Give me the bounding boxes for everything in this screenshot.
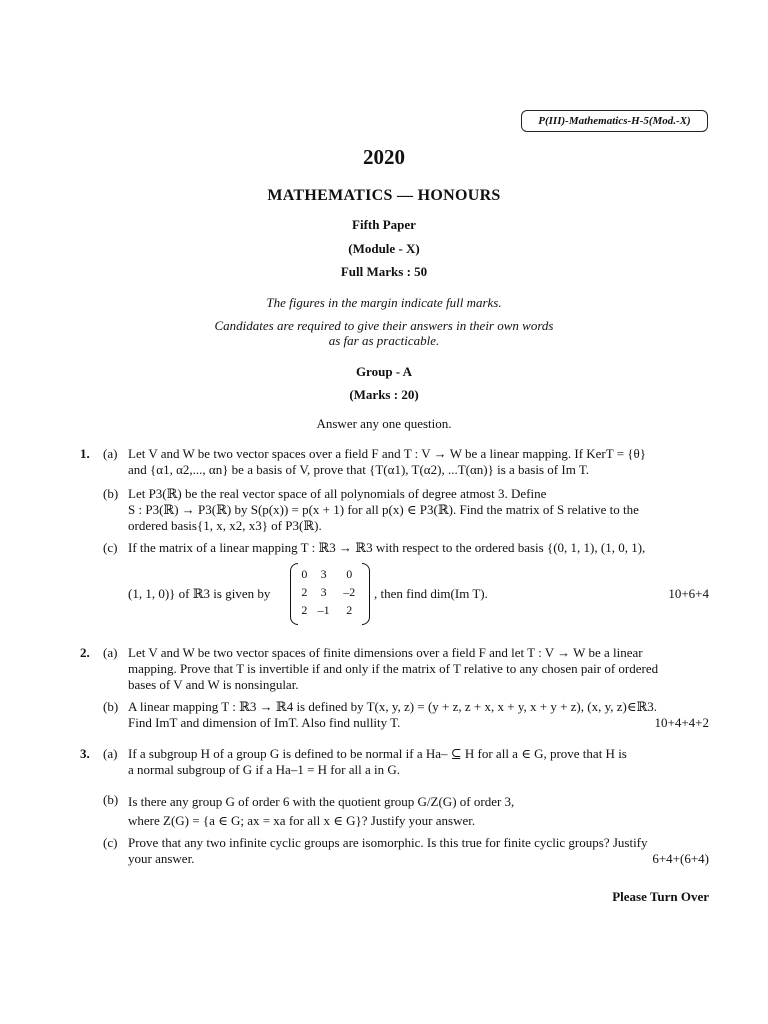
note-own-words: Candidates are required to give their answers in their own words [214,318,554,333]
question-number: 2. [80,645,90,660]
matrix-cell: 0 [346,566,353,581]
text-line: where Z(G) = {a ∈ G; ax = xa for all x ∈ G}? Justify your answer. [128,813,476,828]
text-line: S : P3(ℝ) → P3(ℝ) by S(p(x)) = p(x + 1) for all p(x) ∈ P3(ℝ). Find the matrix of S relative to the [128,502,639,517]
text-line: Is there any group G of order 6 with the quotient group G/Z(G) of order 3, [128,794,515,809]
matrix-left-bracket [290,563,298,625]
text-line: If a subgroup H of a group G is defined to be normal if a Ha– ⊆ H for all a ∈ G, prove that H is [128,746,627,761]
matrix-cell: 2 [301,584,308,599]
please-turn-over: Please Turn Over [612,889,709,904]
matrix-cell: 3 [320,584,327,599]
paper-name: Fifth Paper [352,217,416,232]
part-label: (c) [103,835,118,850]
matrix [290,563,370,623]
text-line: , then find dim(Im T). [374,586,488,601]
question-text [128,835,709,867]
text-line: (1, 1, 0)} of ℝ3 is given by [128,586,271,601]
question-marks: 10+4+4+2 [654,715,709,730]
part-label: (a) [103,746,118,761]
matrix-cell: 0 [301,566,308,581]
text-line: Find ImT and dimension of ImT. Also find nullity T. [128,715,401,730]
text-line: ordered basis{1, x, x2, x3} of P3(ℝ). [128,518,322,533]
question-text [128,446,709,478]
part-label: (b) [103,699,119,714]
part-label: (b) [103,792,119,807]
text-line: mapping. Prove that T is invertible if and only if the matrix of T relative to any chosen pair of ordered [128,661,659,676]
question-number: 1. [80,446,90,461]
part-label: (c) [103,540,118,555]
matrix-cell: 2 [346,602,353,617]
group-marks: (Marks : 20) [349,387,419,402]
note-margin: The figures in the margin indicate full marks. [266,295,502,310]
question-text [128,792,709,830]
full-marks: Full Marks : 50 [340,264,428,279]
matrix-cell: 2 [301,602,308,617]
module-name: (Module - X) [348,241,420,256]
group-title: Group - A [355,364,413,379]
part-label: (a) [103,446,118,461]
subject-title: MATHEMATICS — HONOURS [267,187,501,204]
matrix-cell: –2 [343,584,356,599]
matrix-cell: –1 [317,602,330,617]
instruction: Answer any one question. [316,416,452,431]
text-line: your answer. [128,851,195,866]
matrix-cell: 3 [320,566,327,581]
question-text [128,645,709,693]
matrix-right-bracket [362,563,370,625]
question-text [128,486,709,534]
exam-year: 2020 [363,145,405,169]
question-number: 3. [80,746,90,761]
question-text: If the matrix of a linear mapping T : ℝ3 → ℝ3 with respect to the ordered basis {(0, 1, 1), (1, 0, 1), [128,540,646,555]
part-label: (a) [103,645,118,660]
text-line: Let V and W be two vector spaces over a field F and T : V → W be a linear mapping. If KerT = {θ} [128,446,647,461]
note-practicable: as far as practicable. [328,333,440,348]
question-marks: 10+6+4 [668,586,709,601]
text-line: and {α1, α2,..., αn} be a basis of V, prove that {T(α1), T(α2), ...T(αn)} is a basis of Im T. [128,462,590,477]
paper-code-box [521,110,708,132]
text-line: Let P3(ℝ) be the real vector space of all polynomials of degree atmost 3. Define [128,486,547,501]
text-line: Prove that any two infinite cyclic groups are isomorphic. Is this true for finite cyclic groups? Justify [128,835,648,850]
text-line: a normal subgroup of G if a Ha–1 = H for all a in G. [128,762,400,777]
text-line: Let V and W be two vector spaces of finite dimensions over a field F and let T : V → W be a linear [128,645,643,660]
paper-code: P(III)-Mathematics-H-5(Mod.-X) [538,115,691,127]
text-line: bases of V and W is nonsingular. [128,677,299,692]
question-marks: 6+4+(6+4) [652,851,709,866]
question-text [128,746,709,778]
part-label: (b) [103,486,119,501]
text-line: A linear mapping T : ℝ3 → ℝ4 is defined by T(x, y, z) = (y + z, z + x, x + y, x + y + z), (x, y, z)∈ℝ3. [128,699,658,714]
matrix-table [298,565,362,619]
question-text [128,699,709,731]
